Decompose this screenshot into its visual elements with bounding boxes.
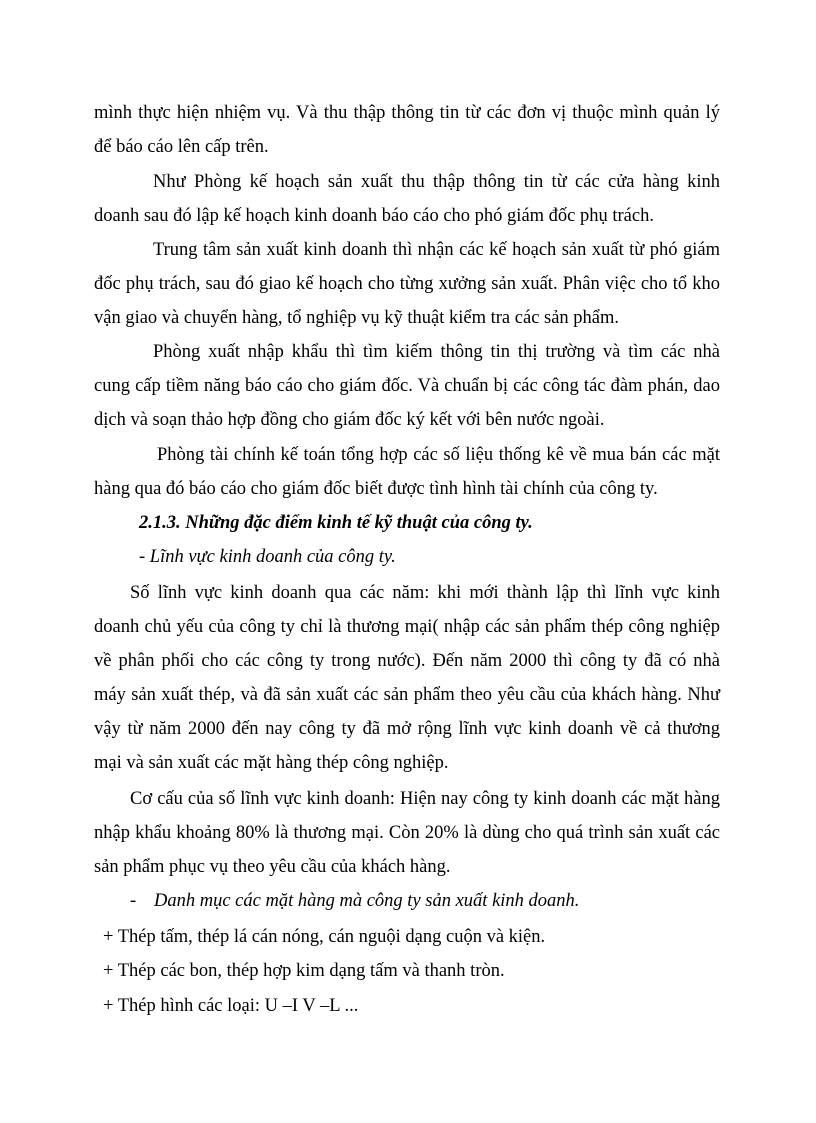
paragraph-line: cung cấp tiềm năng báo cáo cho giám đốc. Và chuẩn bị các công tác đàm phán, dao bbox=[94, 376, 720, 396]
paragraph-line: vậy từ năm 2000 đến nay công ty đã mở rộng lĩnh vực kinh doanh về cả thương bbox=[94, 719, 720, 739]
paragraph-line: doanh sau đó lập kế hoạch kinh doanh báo cáo cho phó giám đốc phụ trách. bbox=[94, 206, 654, 226]
paragraph-line: vận giao và chuyển hàng, tổ nghiệp vụ kỹ thuật kiểm tra các sản phẩm. bbox=[94, 308, 620, 328]
paragraph-line: Cơ cấu của số lĩnh vực kinh doanh: Hiện nay công ty kinh doanh các mặt hàng bbox=[130, 789, 720, 809]
section-heading: 2.1.3. Những đặc điểm kinh tế kỹ thuật của công ty. bbox=[139, 513, 533, 533]
paragraph-line: sản phẩm phục vụ theo yêu cầu của khách hàng. bbox=[94, 857, 451, 877]
list-item: + Thép các bon, thép hợp kim dạng tấm và thanh tròn. bbox=[103, 961, 505, 981]
list-item: + Thép tấm, thép lá cán nóng, cán nguội dạng cuộn và kiện. bbox=[103, 927, 546, 947]
paragraph-line: mình thực hiện nhiệm vụ. Và thu thập thông tin từ các đơn vị thuộc mình quản lý bbox=[94, 103, 720, 123]
paragraph-line: Phòng xuất nhập khẩu thì tìm kiếm thông tin thị trường và tìm các nhà bbox=[153, 342, 720, 362]
paragraph-line: doanh chủ yếu của công ty chỉ là thương mại( nhập các sản phẩm thép công nghiệp bbox=[94, 617, 720, 637]
paragraph-line: về phân phối cho các công ty trong nước). Đến năm 2000 thì công ty đã có nhà bbox=[94, 651, 720, 671]
paragraph-line: mại và sản xuất các mặt hàng thép công nghiệp. bbox=[94, 753, 449, 773]
subsection-heading: - Lĩnh vực kinh doanh của công ty. bbox=[139, 547, 396, 567]
paragraph-line: để báo cáo lên cấp trên. bbox=[94, 137, 269, 157]
list-item: + Thép hình các loại: U –I V –L ... bbox=[103, 996, 359, 1016]
paragraph-line: Trung tâm sản xuất kinh doanh thì nhận các kế hoạch sản xuất từ phó giám bbox=[153, 240, 720, 260]
paragraph-line: Phòng tài chính kế toán tổng hợp các số liệu thống kê về mua bán các mặt bbox=[157, 445, 720, 465]
list-dash: - bbox=[130, 891, 137, 911]
paragraph-line: Số lĩnh vực kinh doanh qua các năm: khi mới thành lập thì lĩnh vực kinh bbox=[130, 583, 720, 603]
list-heading: Danh mục các mặt hàng mà công ty sản xuất kinh doanh. bbox=[154, 891, 580, 911]
paragraph-line: hàng qua đó báo cáo cho giám đốc biết được tình hình tài chính của công ty. bbox=[94, 479, 658, 499]
paragraph-line: Như Phòng kế hoạch sản xuất thu thập thông tin từ các cửa hàng kinh bbox=[153, 172, 720, 192]
paragraph-line: máy sản xuất thép, và đã sản xuất các sản phẩm theo yêu cầu của khách hàng. Như bbox=[94, 685, 720, 705]
paragraph-line: nhập khẩu khoảng 80% là thương mại. Còn 20% là dùng cho quá trình sản xuất các bbox=[94, 823, 720, 843]
paragraph-line: đốc phụ trách, sau đó giao kế hoạch cho từng xưởng sản xuất. Phân việc cho tổ kho bbox=[94, 274, 720, 294]
paragraph-line: dịch và soạn thảo hợp đồng cho giám đốc ký kết với bên nước ngoài. bbox=[94, 410, 605, 430]
